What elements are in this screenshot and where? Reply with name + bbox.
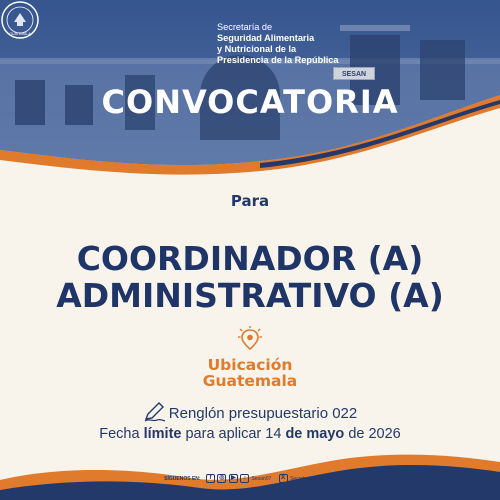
handle-secretariasesan[interactable]: SecretariaSESAN bbox=[290, 475, 330, 482]
institution-line-1: Secretaría de bbox=[217, 22, 273, 32]
pen-writing-icon bbox=[143, 401, 167, 423]
deadline-bold-1: límite bbox=[143, 426, 182, 442]
location bbox=[0, 357, 500, 389]
tiktok-icon[interactable]: ♪ bbox=[240, 474, 249, 483]
follow-label: SÍGUENOS EN: bbox=[164, 475, 201, 482]
facebook-icon[interactable]: f bbox=[206, 474, 215, 483]
location-value: Guatemala bbox=[202, 372, 298, 390]
deadline-post: de 2026 bbox=[344, 426, 401, 442]
renglon-text: Renglón presupuestario 022 bbox=[168, 405, 358, 422]
handle-sesan07[interactable]: Sesan07 bbox=[251, 475, 272, 482]
footer bbox=[0, 448, 500, 500]
para-label: Para bbox=[230, 192, 270, 210]
institution-line-3: y Nutricional de la bbox=[217, 44, 297, 54]
building-sign: SESAN bbox=[333, 67, 375, 80]
institution-name bbox=[217, 22, 367, 66]
guatemala-seal-icon bbox=[0, 0, 40, 40]
job-title-line-2: ADMINISTRATIVO (A) bbox=[56, 276, 444, 315]
social-bar bbox=[0, 474, 500, 483]
deadline-pre: Fecha bbox=[99, 426, 144, 442]
renglon-row bbox=[0, 401, 500, 423]
location-pin-icon bbox=[236, 326, 264, 354]
deadline bbox=[0, 426, 500, 442]
youtube-icon[interactable]: ▶ bbox=[229, 474, 238, 483]
deadline-mid: para aplicar 14 bbox=[181, 426, 286, 442]
job-title bbox=[0, 240, 500, 314]
job-title-line-1: COORDINADOR (A) bbox=[76, 239, 424, 278]
institution-line-4: Presidencia de la República bbox=[217, 55, 339, 65]
seal-text: GUATEMALA bbox=[9, 32, 31, 36]
deadline-bold-2: de mayo bbox=[285, 426, 345, 442]
institution-line-2: Seguridad Alimentaria bbox=[217, 33, 315, 43]
x-icon[interactable]: X bbox=[279, 474, 288, 483]
instagram-icon[interactable]: ◎ bbox=[219, 475, 225, 481]
location-label: Ubicación bbox=[207, 356, 293, 374]
headline: CONVOCATORIA bbox=[101, 83, 399, 121]
header-banner bbox=[0, 0, 500, 185]
